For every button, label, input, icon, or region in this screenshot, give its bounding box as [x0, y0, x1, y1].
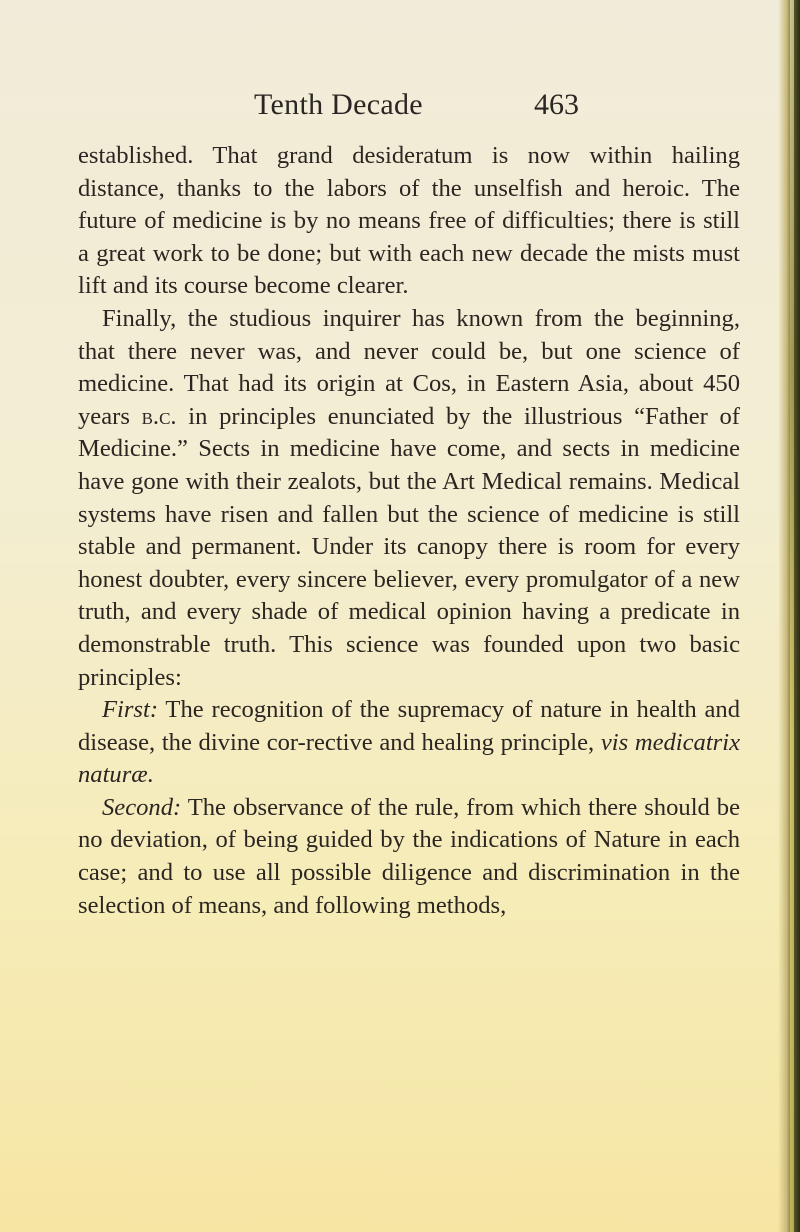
running-title: Tenth Decade	[254, 88, 423, 121]
binding-edge	[778, 0, 800, 1232]
latin-phrase: vis medicatrix naturæ.	[78, 728, 741, 789]
paragraph-4-text: The observance of the rule, from which there should be no deviation, of being guided by the indications of Nature in each case; and to use all possible diligence and discrimination in the selection of means, and following methods,	[78, 793, 740, 919]
paragraph-1: established. That grand desideratum is now within hailing distance, thanks to the labors of the unselfish and heroic. The future of medicine is by no means free of difficulties; there is still a great work to be done; but with each new decade the mists must lift and its course become clearer.	[78, 142, 740, 300]
first-label: First:	[102, 696, 159, 724]
binding-highlight	[790, 0, 794, 1232]
paragraph-3-text: The recognition of the supremacy of nature in health and disease, the divine cor-rective and healing principle,	[78, 696, 740, 756]
paragraph-2-text-a: Finally, the studious inquirer has known from the beginning, that there never was, and never could be, but one science of medicine. That had its origin at Cos, in Eastern Asia, about 450 years	[78, 304, 740, 430]
paragraph-3	[78, 694, 740, 792]
paragraph-4	[78, 792, 740, 922]
paragraph-2	[78, 303, 740, 694]
paragraph-2-text-b: in principles enunciated by the illustrious “Father of Medicine.” Sects in medicine have come, and sects in medicine have gone with their zealots, but the Art Medical remains. Medical systems have risen and fallen but the science of medicine is still stable and permanent. Under its canopy there is room for every honest doubter, every sincere believer, every promulgator of a new truth, and every shade of medical opinion having a predicate in demonstrable truth. This science was founded upon two basic principles:	[78, 402, 740, 691]
running-head	[0, 88, 800, 128]
second-label: Second:	[102, 793, 182, 821]
bc-abbreviation: b.c.	[141, 402, 177, 430]
page-number: 463	[534, 88, 579, 121]
body-text	[78, 140, 740, 922]
